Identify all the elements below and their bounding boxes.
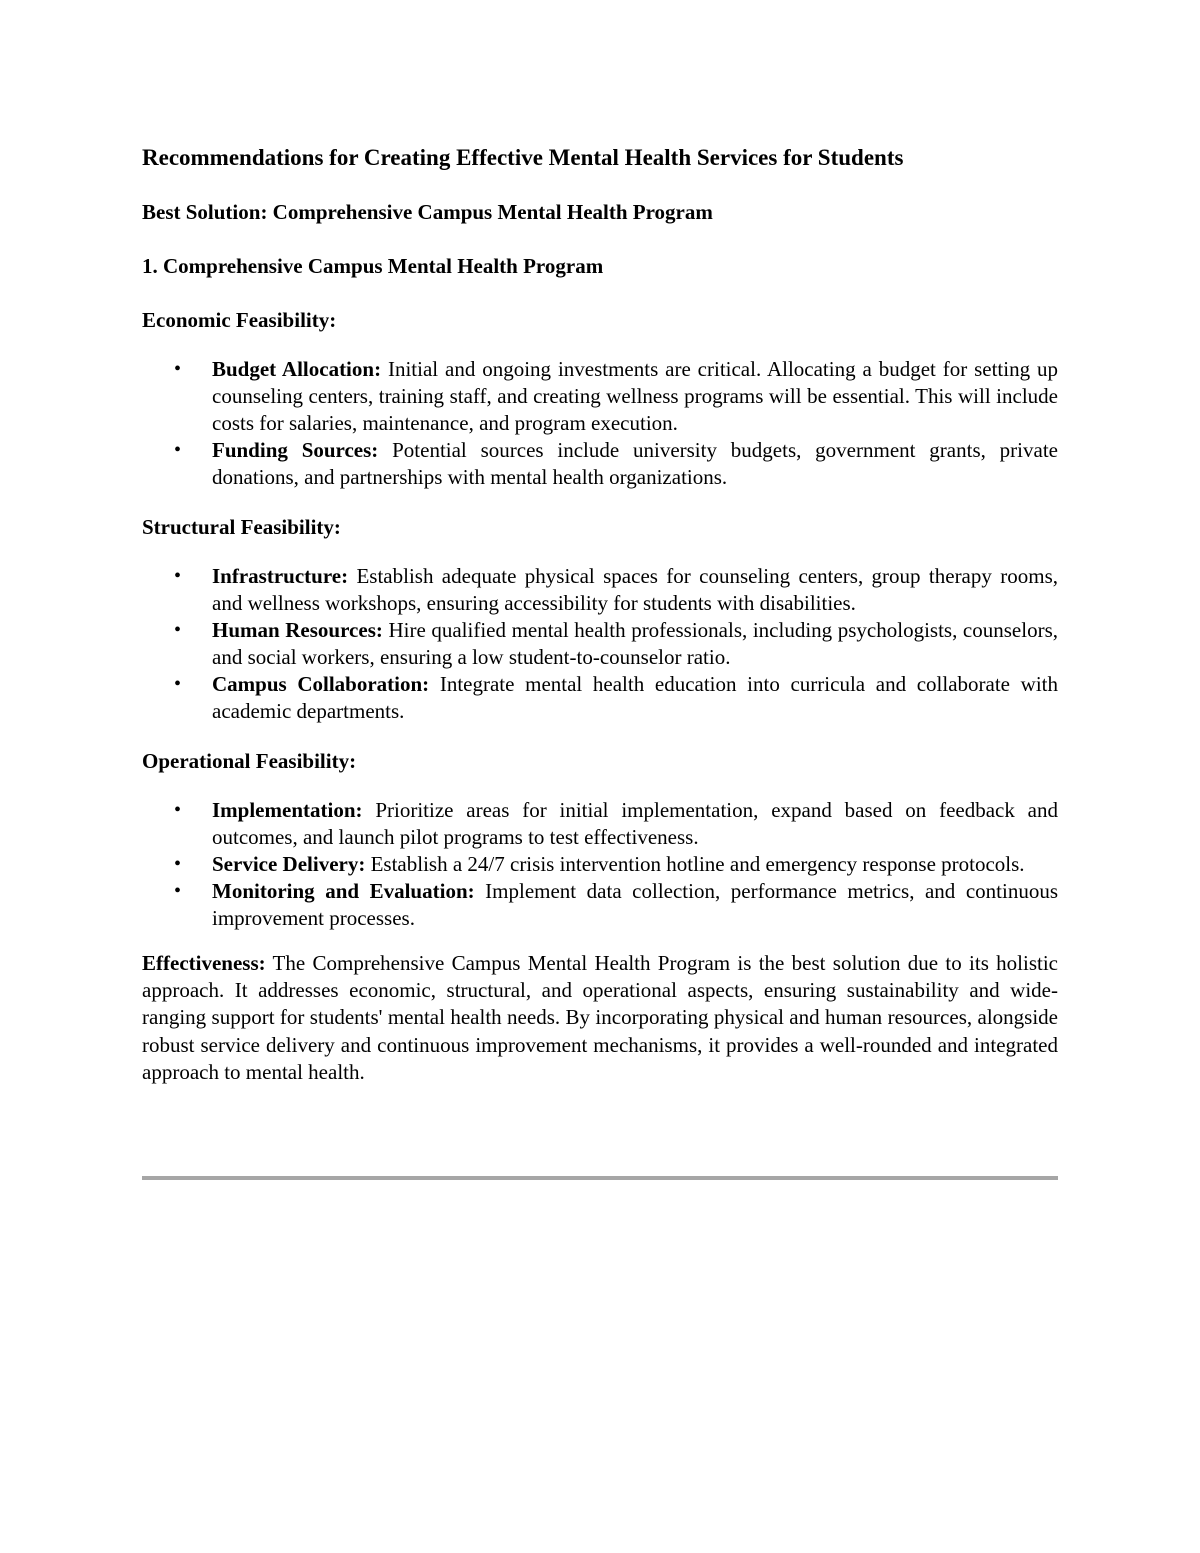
item-text: Establish a 24/7 crisis intervention hotline and emergency response protocols. xyxy=(365,852,1025,876)
item-text: Integrate mental health education into curricula and collaborate with academic departments. xyxy=(212,672,1058,723)
list-item xyxy=(142,356,1058,437)
economic-feasibility-list xyxy=(142,356,1058,491)
list-item xyxy=(142,671,1058,725)
bullet-icon: • xyxy=(174,880,182,902)
horizontal-rule xyxy=(142,1176,1058,1180)
item-term: Infrastructure: xyxy=(212,564,349,588)
item-term: Monitoring and Evaluation: xyxy=(212,879,475,903)
bullet-icon: • xyxy=(174,853,182,875)
item-term: Campus Collaboration: xyxy=(212,672,430,696)
document-page xyxy=(142,140,1058,1086)
list-item xyxy=(142,851,1058,878)
bullet-icon: • xyxy=(174,619,182,641)
item-text: Implement data collection, performance metrics, and continuous improvement processes. xyxy=(212,879,1059,930)
list-item xyxy=(142,878,1058,932)
effectiveness-paragraph xyxy=(142,950,1058,1086)
item-term: Human Resources: xyxy=(212,618,383,642)
item-text: Initial and ongoing investments are critical. Allocating a budget for setting up counseling centers, training staff, and creating wellness programs will be essential. This will include costs for salaries, maintenance, and program execution. xyxy=(212,357,1058,435)
list-item xyxy=(142,617,1058,671)
list-item xyxy=(142,437,1058,491)
operational-feasibility-heading: Operational Feasibility: xyxy=(142,749,357,773)
item-text: Hire qualified mental health professionals, including psychologists, counselors, and social workers, ensuring a low student-to-counselor ratio. xyxy=(212,618,1058,669)
item-text: Establish adequate physical spaces for counseling centers, group therapy rooms, and wellness workshops, ensuring accessibility for students with disabilities. xyxy=(212,564,1058,615)
bullet-icon: • xyxy=(174,358,182,380)
item-term: Budget Allocation: xyxy=(212,357,382,381)
operational-feasibility-list xyxy=(142,797,1058,932)
item-term: Funding Sources: xyxy=(212,438,379,462)
item-text: Prioritize areas for initial implementation, expand based on feedback and outcomes, and launch pilot programs to test effectiveness. xyxy=(212,798,1058,849)
list-item xyxy=(142,797,1058,851)
list-item xyxy=(142,563,1058,617)
bullet-icon: • xyxy=(174,565,182,587)
structural-feasibility-list xyxy=(142,563,1058,725)
bullet-icon: • xyxy=(174,439,182,461)
item-text: Potential sources include university budgets, government grants, private donations, and partnerships with mental health organizations. xyxy=(212,438,1058,489)
structural-feasibility-heading: Structural Feasibility: xyxy=(142,515,341,539)
effectiveness-text: The Comprehensive Campus Mental Health Program is the best solution due to its holistic approach. It addresses economic, structural, and operational aspects, ensuring sustainability and wide-ranging support for students' mental health needs. By incorporating physical and human resources, alongside robust service delivery and continuous improvement mechanisms, it provides a well-rounded and integrated approach to mental health. xyxy=(142,951,1058,1084)
item-term: Service Delivery: xyxy=(212,852,366,876)
best-solution-heading: Best Solution: Comprehensive Campus Mental Health Program xyxy=(142,200,713,224)
item-term: Implementation: xyxy=(212,798,363,822)
document-title: Recommendations for Creating Effective Mental Health Services for Students xyxy=(142,145,904,170)
bullet-icon: • xyxy=(174,799,182,821)
program-heading: 1. Comprehensive Campus Mental Health Program xyxy=(142,254,604,278)
bullet-icon: • xyxy=(174,673,182,695)
effectiveness-term: Effectiveness: xyxy=(142,951,266,975)
economic-feasibility-heading: Economic Feasibility: xyxy=(142,308,337,332)
